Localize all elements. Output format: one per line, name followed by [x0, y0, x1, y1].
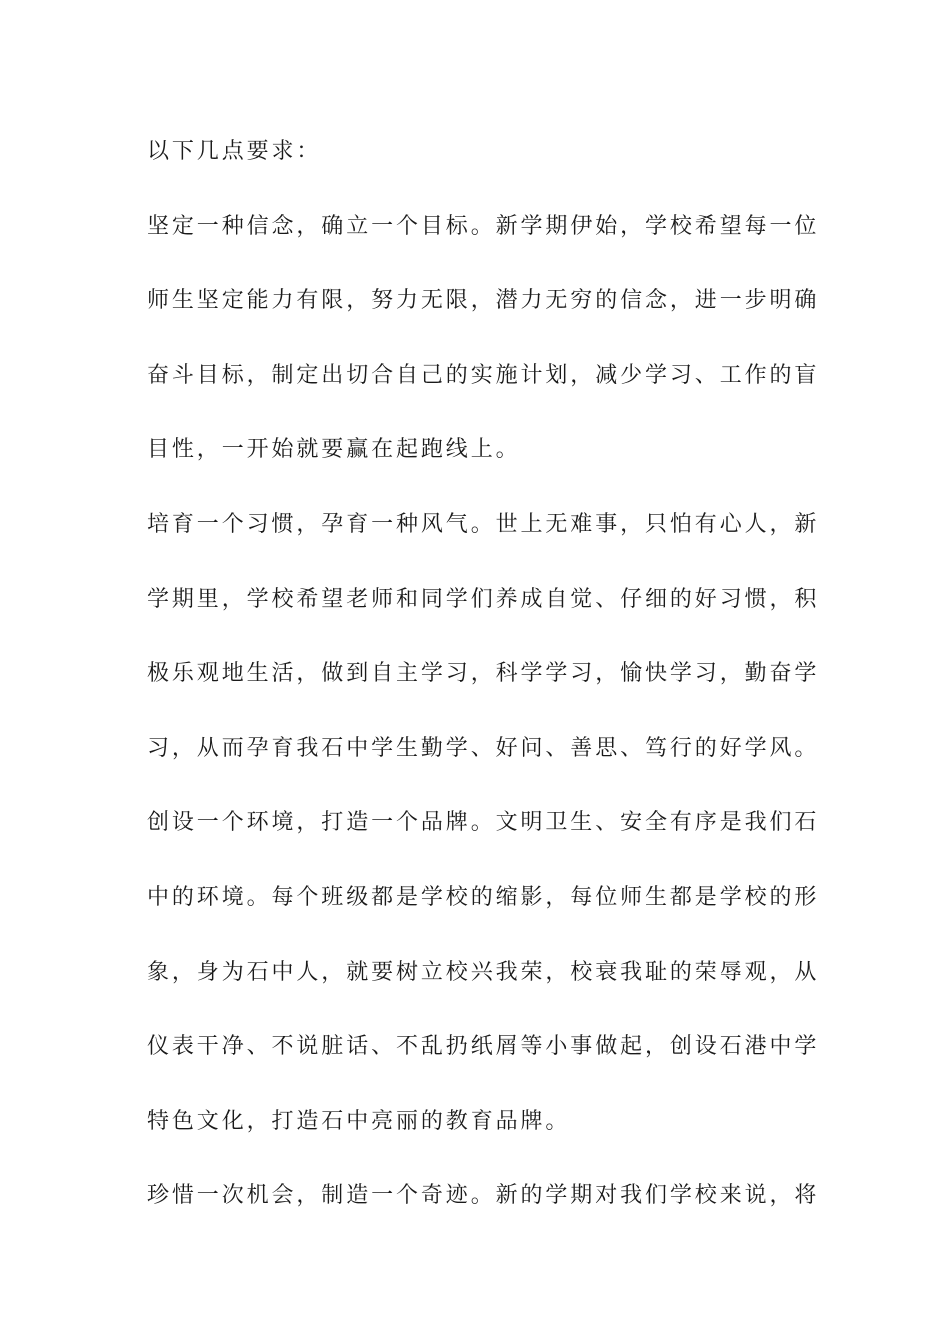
text-line-13: 仪表干净、不说脏话、不乱扔纸屑等小事做起，创设石港中学	[147, 1034, 820, 1060]
text-line-7: 学期里，学校希望老师和同学们养成自觉、仔细的好习惯，积	[147, 586, 820, 612]
text-line-6: 培育一个习惯，孕育一种风气。世上无难事，只怕有心人，新	[147, 511, 820, 537]
text-line-11: 中的环境。每个班级都是学校的缩影，每位师生都是学校的形	[147, 884, 820, 910]
text-line-3: 师生坚定能力有限，努力无限，潜力无穷的信念，进一步明确	[147, 288, 820, 314]
text-line-8: 极乐观地生活，做到自主学习，科学学习，愉快学习，勤奋学	[147, 661, 820, 687]
text-line-10: 创设一个环境，打造一个品牌。文明卫生、安全有序是我们石	[147, 810, 820, 836]
text-line-1: 以下几点要求：	[147, 139, 322, 164]
text-line-14: 特色文化，打造石中亮丽的教育品牌。	[147, 1108, 571, 1134]
text-line-4: 奋斗目标，制定出切合自己的实施计划，减少学习、工作的盲	[147, 362, 820, 388]
text-line-5: 目性，一开始就要赢在起跑线上。	[147, 437, 521, 463]
text-line-12: 象，身为石中人，就要树立校兴我荣，校衰我耻的荣辱观，从	[147, 959, 820, 985]
text-line-15: 珍惜一次机会，制造一个奇迹。新的学期对我们学校来说，将	[147, 1183, 820, 1209]
body-text	[147, 130, 820, 1249]
text-line-2: 坚定一种信念，确立一个目标。新学期伊始，学校希望每一位	[147, 213, 820, 239]
text-line-9: 习，从而孕育我石中学生勤学、好问、善思、笃行的好学风。	[147, 735, 820, 761]
